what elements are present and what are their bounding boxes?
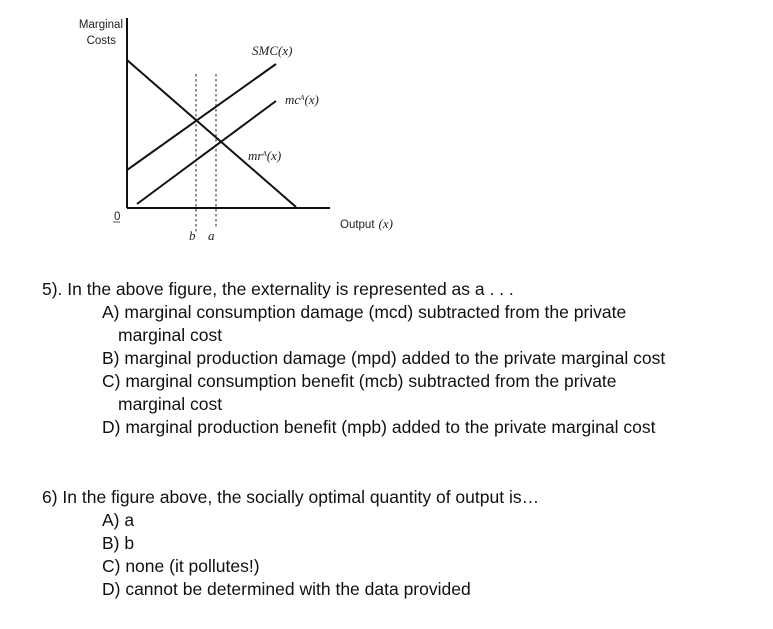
- x-axis-label: [340, 216, 393, 231]
- mc-a-label: [285, 92, 319, 107]
- y-axis-label-line2: Costs: [86, 35, 116, 47]
- mc-a-label-sub: A: [300, 94, 305, 102]
- x-axis-label-var: (x): [378, 216, 393, 231]
- question-6-stem: 6) In the figure above, the socially optimal quantity of output is…: [42, 487, 540, 507]
- question-5-option-c: C) marginal consumption benefit (mcb) subtracted from the private: [102, 371, 617, 391]
- question-5-stem: 5). In the above figure, the externality is represented as a . . .: [42, 279, 514, 299]
- question-6-option-c: C) none (it pollutes!): [102, 556, 260, 576]
- question-5-option-b: B) marginal production damage (mpd) added to the private marginal cost: [102, 348, 666, 368]
- question-5-option-d: D) marginal production benefit (mpb) added to the private marginal cost: [102, 417, 656, 437]
- mr-curve: [127, 60, 296, 207]
- question-5-option-a: A) marginal consumption damage (mcd) subtracted from the private: [102, 302, 627, 322]
- question-6: [0, 486, 773, 601]
- question-6-option-b: B) b: [102, 533, 135, 553]
- question-6-option-d: D) cannot be determined with the data provided: [102, 579, 471, 599]
- smc-label: SMC(x): [252, 43, 293, 58]
- y-axis-label-line1: Marginal: [78, 19, 123, 31]
- economics-figure: [0, 0, 773, 260]
- question-6-option-a: A) a: [102, 510, 135, 530]
- mc-a-label-arg: (x): [304, 92, 319, 107]
- tick-label-b: b: [189, 228, 196, 243]
- question-5-option-c-cont: marginal cost: [118, 394, 223, 414]
- mr-a-label-arg: (x): [266, 148, 282, 163]
- question-5-option-a-cont: marginal cost: [118, 325, 223, 345]
- mr-a-label: [248, 148, 281, 163]
- tick-label-a: a: [208, 228, 215, 243]
- origin-label: 0: [114, 211, 121, 223]
- x-axis-label-word: Output: [340, 219, 375, 231]
- mr-a-label-main: mr: [248, 148, 263, 163]
- mr-a-label-sub: A: [262, 150, 267, 158]
- mc-a-label-main: mc: [285, 92, 301, 107]
- question-5: [0, 278, 773, 439]
